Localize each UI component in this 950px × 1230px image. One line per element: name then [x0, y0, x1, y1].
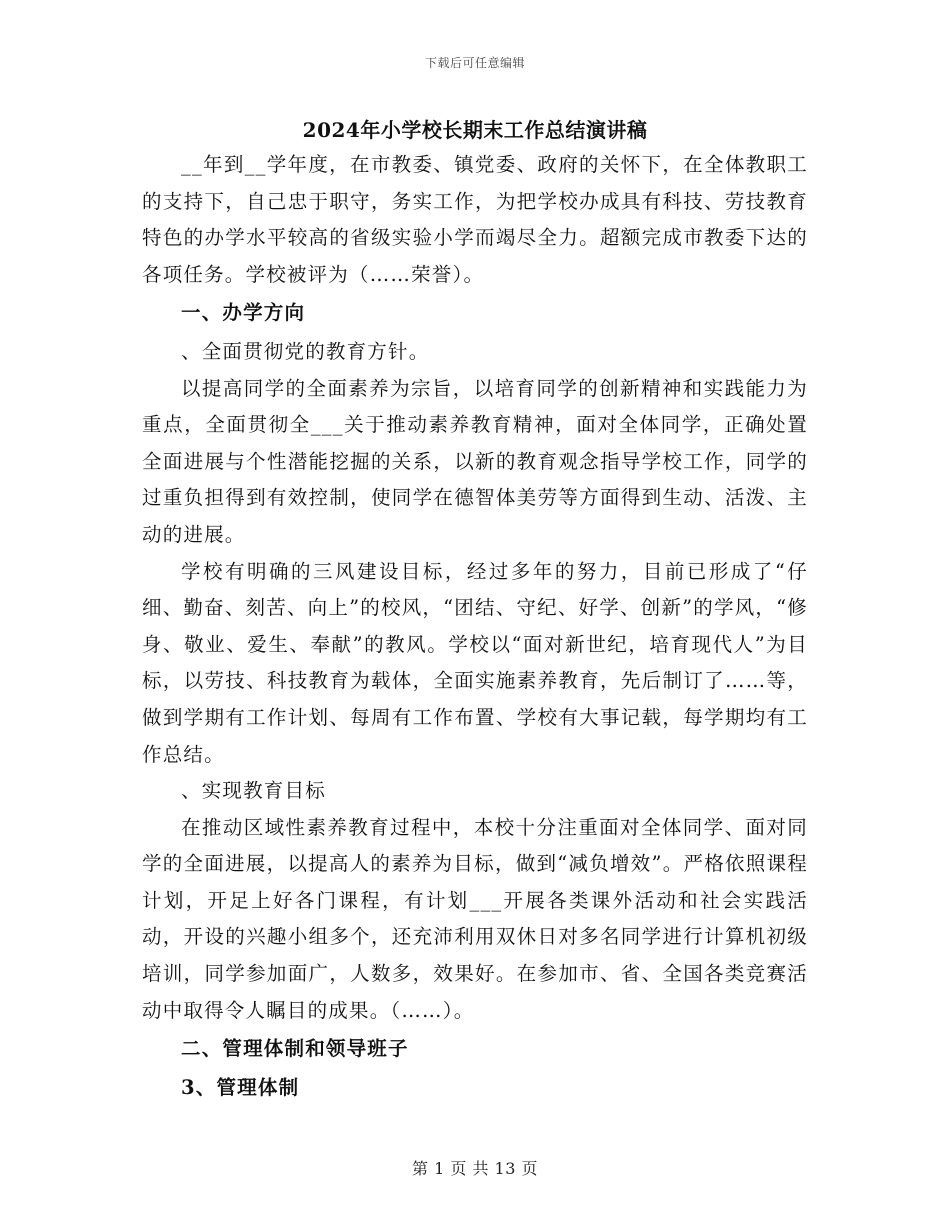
subheading-policy: 、全面贯彻党的教育方针。 — [181, 339, 430, 363]
paragraph-goals: 在推动区域性素养教育过程中，本校十分注重面对全体同学、面对同学的全面进展，以提高人的素养为目标，做到“减负增效”。严格依照课程计划，开足上好各门课程，有计划___开展各类课外活动和社会实践活动，开设的兴趣小组多个，还充沛利用双休日对多名同学进行计算机初级培训，同学参加面广，人数多，效果好。在参加市、省、全国各类竞赛活动中取得令人瞩目的成果。（……）。 — [142, 815, 808, 1022]
page-footer: 第 1 页 共 13 页 — [412, 1159, 538, 1178]
document-title: 2024年小学校长期末工作总结演讲稿 — [302, 118, 648, 142]
section-heading-direction: 一、办学方向 — [181, 301, 306, 325]
paragraph-intro: __年到__学年度，在市教委、镇党委、政府的关怀下，在全体教职工的支持下，自己忠于职守，务实工作，为把学校办成具有科技、劳技教育特色的办学水平较高的省级实验小学而竭尽全力。超额完成市教委下达的各项任务。学校被评为（……荣誉）。 — [142, 153, 808, 286]
document-body — [142, 147, 808, 1108]
subheading-goals: 、实现教育目标 — [181, 779, 326, 803]
paragraph-school-spirit: 学校有明确的三风建设目标，经过多年的努力，目前已形成了“仔细、勤奋、刻苦、向上”的校风，“团结、守纪、好学、创新”的学风，“修身、敬业、爱生、奉献”的教风。学校以“面对新世纪，培育现代人”为目标，以劳技、科技教育为载体，全面实施素养教育，先后制订了……等，做到学期有工作计划、每周有工作布置、学校有大事记载，每学期均有工作总结。 — [142, 559, 808, 766]
header-note: 下载后可任意编辑 — [424, 56, 525, 70]
subheading-management-system: 3、管理体制 — [181, 1075, 300, 1099]
section-heading-management: 二、管理体制和领导班子 — [181, 1037, 409, 1061]
paragraph-quality: 以提高同学的全面素养为宗旨，以培育同学的创新精神和实践能力为重点，全面贯彻全___关于推动素养教育精神，面对全体同学，正确处置全面进展与个性潜能挖掘的关系，以新的教育观念指导学校工作，同学的过重负担得到有效控制，使同学在德智体美劳等方面得到生动、活泼、主动的进展。 — [142, 376, 808, 546]
